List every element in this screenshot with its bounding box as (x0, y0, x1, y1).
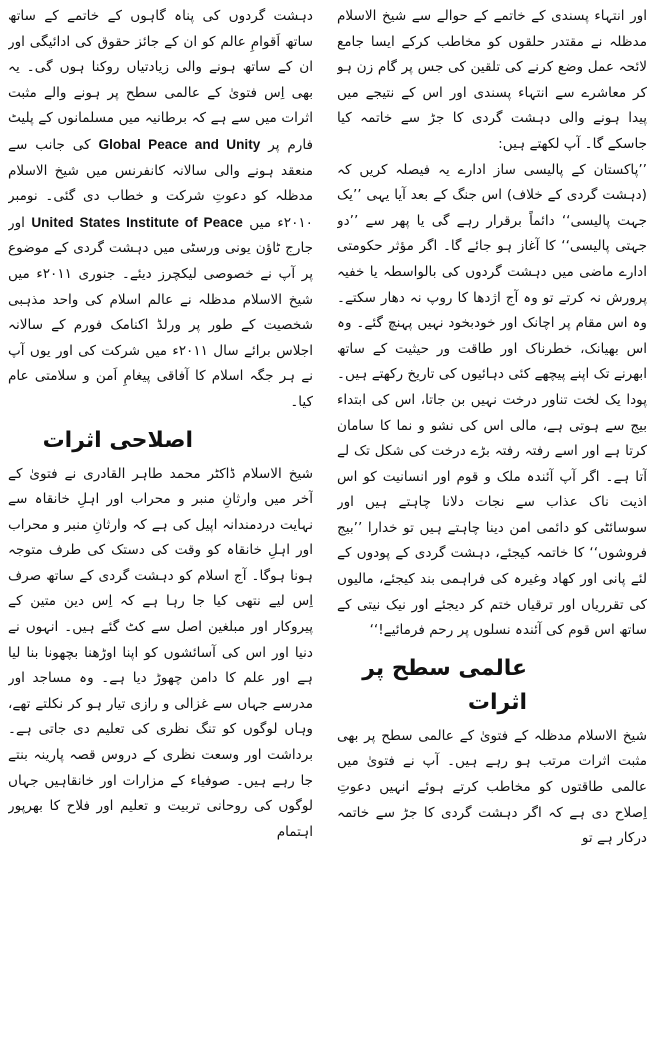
global-impact-paragraph: شیخ الاسلام مدظلہ کے فتویٰ کے عالمی سطح پر بھی مثبت اثرات مرتب ہو رہے ہیں۔ آپ نے فتویٰ میں عالمی طاقتوں کو مخاطب کرتے ہوئے انہیں دعوتِ اِصلاح دی ہے کہ اگر دہشت گردی کا جڑ سے خاتمہ درکار ہے تو (337, 727, 647, 847)
right-column (337, 4, 647, 1034)
left-column (8, 4, 313, 1034)
english-term-usip: United States Institute of Peace (31, 214, 243, 230)
intro-paragraph: اور انتہاء پسندی کے خاتمے کے حوالے سے شیخ الاسلام مدظلہ نے مقتدر حلقوں کو مخاطب کرکے ایسا جامع لائحہ عمل وضع کرنے کی تلقین کی جس پر گام زن ہو کر معاشرے سے انتہاء پسندی اور اس کے نتیجے میں پیدا ہونے والی دہشت گردی کا جڑ سے خاتمہ کیا جاسکے گا۔ آپ لکھتے ہیں: (337, 8, 647, 152)
heading-global-impact: عالمی سطح پر اثرات (362, 655, 527, 715)
reform-impact-paragraph: شیخ الاسلام ڈاکٹر محمد طاہر القادری نے فتویٰ کے آخر میں وارثانِ منبر و محراب اور اہلِ خانقاہ سے نہایت دردمندانہ اپیل کی ہے کہ وارثانِ منبر و محراب اور اہلِ خانقاہ کو وقت کی دستک کی طرف متوجہ ہونا ہوگا۔ آج اسلام کو دہشت گردی کے ساتھ صرف اِس لیے نتھی کیا جا رہا ہے کہ اِس دین متین کے پیروکار اور مبلغین اصل سے کٹ گئے ہیں۔ انہوں نے دنیا اور اس کی آسائشوں کو اپنا اوڑھنا بچھونا بنا لیا ہے اور علم کا دامن چھوڑ دیا ہے۔ وہ مساجد اور مدرسے جہاں سے غزالی و رازی تیار ہو کر نکلتے تھے، وہاں لوگوں کو تنگ نظری کی تعلیم دی جاتی ہے۔ برداشت اور وسعت نظری کے دروس قصہ پارینہ بنتے جا رہے ہیں۔ صوفیاء کے مزارات اور خانقاہیں جہاں لوگوں کی روحانی تربیت و تعلیم اور فلاح کا بھرپور اہتمام (8, 465, 313, 840)
text-segment: دہشت گردوں کی پناہ گاہوں کے خاتمے کے ساتھ ساتھ اَقوامِ عالم کو ان کے جائز حقوق کی ادائیگی اور ان کے ساتھ ہونے والی زیادتیاں روکنا ہوں گی۔ یہ بھی اِس فتویٰ کے عالمی سطح پر ہونے والے مثبت اثرات میں سے ہے کہ برطانیہ میں مسلمانوں کے پلیٹ فارم پر (8, 8, 313, 153)
text-segment: کی جانب سے منعقد ہونے والی سالانہ کانفرنس میں شیخ الاسلام مدظلہ کو دعوتِ شرکت و خطاب دی گئی۔ نومبر ۲۰۱۰ء میں (8, 136, 313, 231)
english-term-global-peace: Global Peace and Unity (98, 136, 261, 152)
global-events-paragraph (8, 4, 313, 416)
heading-reform-impact: اصلاحی اثرات (42, 427, 193, 453)
quote-paragraph: ’’پاکستان کے پالیسی ساز ادارے یہ فیصلہ کریں کہ (دہشت گردی کے خلاف) اس جنگ کے بعد آیا یہی ’’یک جہت پالیسی‘‘ دائماً برقرار رہے گی یا پھر سے ’’دو جہتی پالیسی‘‘ کا آغاز ہو جائے گا۔ اگر مؤثر حکومتی ادارے ماضی میں دہشت گردوں کی بالواسطہ یا خفیہ پرورش نہ کرتے تو وہ آج اژدھا کا روپ نہ دھار سکتے۔ وہ اس مقام پر اچانک اور خودبخود نہیں پہنچ گئے۔ وہ اس بھیانک، خطرناک اور طاقت ور حیثیت کے ساتھ ابھرنے تک اپنے پیچھے کئی دہائیوں کی تاریخ رکھتے ہیں۔ پودا یک لخت تناور درخت نہیں بن جاتا، اس کی ابتداء بیج سے ہوتی ہے، مالی اس کی نشو و نما کا سامان کرتا ہے اور اسے رفتہ رفتہ بڑے درخت کی شکل تک لے آتا ہے۔ اگر آپ آئندہ ملک و قوم اور انسانیت کو اس اذیت ناک عذاب سے نجات دلانا چاہتے ہیں اور سوسائٹی کو دائمی امن دینا چاہتے ہیں تو خدارا ’’بیج فروشوں‘‘ کا خاتمہ کیجئے، دہشت گردی کے پودوں کے لئے پانی اور کھاد وغیرہ کی فراہمی بند کیجئے، مالیوں کی تقرریاں اور ترقیاں ختم کر دیجئے اور نیک نیتی کے ساتھ اس قوم کی آئندہ نسلوں پر رحم فرمائیے!‘‘ (337, 161, 647, 639)
text-segment: اور جارج ٹاؤن یونی ورسٹی میں دہشت گردی کے موضوع پر آپ نے خصوصی لیکچرز دیئے۔ جنوری ۲۰۱۱ء میں شیخ الاسلام مدظلہ نے عالم اسلام کی واحد مذہبی شخصیت کے طور پر ورلڈ اکنامک فورم کے سالانہ اجلاس برائے سال ۲۰۱۱ء میں شرکت کی اور یوں آپ نے ہر جگہ اسلام کا آفاقی پیغامِ اَمن و سلامتی عام کیا۔ (8, 214, 313, 410)
